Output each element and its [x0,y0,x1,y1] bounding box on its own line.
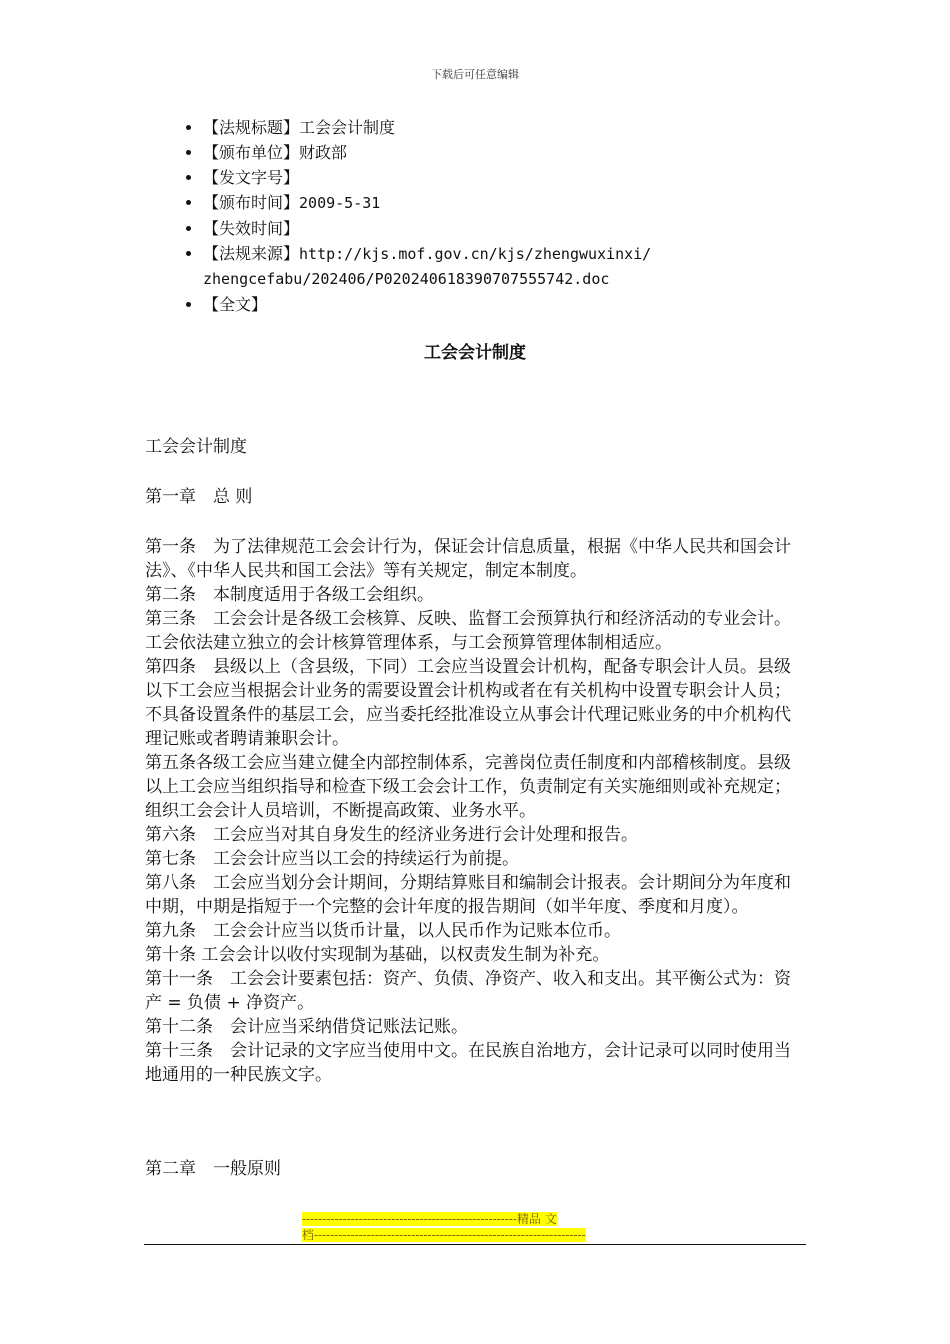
bullet-icon [186,150,191,155]
article-12: 第十二条 会计应当采纳借贷记账法记账。 [145,1017,468,1037]
bullet-icon [186,200,191,205]
regulation-meta-list [186,115,806,317]
article-13: 第十三条 会计记录的文字应当使用中文。在民族自治地方，会计记录可以同时使用当地通用的一种民族文字。 [145,1041,791,1085]
document-title: 工会会计制度 [424,343,526,363]
bullet-icon [186,125,191,130]
article-1: 第一条 为了法律规范工会会计行为，保证会计信息质量，根据《中华人民共和国会计法》、《中华人民共和国工会法》等有关规定，制定本制度。 [145,537,791,581]
article-5: 第五条各级工会应当建立健全内部控制体系，完善岗位责任制度和内部稽核制度。县级以上工会应当组织指导和检查下级工会会计工作，负责制定有关实施细则或补充规定；组织工会会计人员培训，不断提高政策、业务水平。 [145,753,791,821]
footer-divider [144,1244,806,1245]
meta-source-label: 【法规来源】 [203,244,300,263]
meta-item-title [186,115,806,140]
chapter-heading-2: 第二章 一般原则 [145,1159,281,1179]
meta-item-date [186,190,806,216]
article-7: 第七条 工会会计应当以工会的持续运行为前提。 [145,849,519,869]
meta-source-link-cont[interactable]: zhengcefabu/202406/P020240618390707555742.doc [203,270,610,288]
footer-line-1: -----------------------------------------------------精品 文 [302,1212,557,1226]
meta-source-link[interactable]: http://kjs.mof.gov.cn/kjs/zhengwuxinxi/ [299,245,652,263]
meta-item-expiry [186,216,806,241]
article-3: 第三条 工会会计是各级工会核算、反映、监督工会预算执行和经济活动的专业会计。工会依法建立独立的会计核算管理体系，与工会预算管理体制相适应。 [145,609,791,653]
meta-item-issuer [186,140,806,165]
article-6: 第六条 工会应当对其自身发生的经济业务进行会计处理和报告。 [145,825,638,845]
bullet-icon [186,302,191,307]
meta-date-label: 【颁布时间】 [203,193,300,212]
article-9: 第九条 工会会计应当以货币计量，以人民币作为记账本位币。 [145,921,621,941]
meta-item-source [186,241,806,292]
meta-title-text: 【法规标题】工会会计制度 [203,118,396,137]
article-8: 第八条 工会应当划分会计期间，分期结算账目和编制会计报表。会计期间分为年度和中期，中期是指短于一个完整的会计年度的报告期间（如半年度、季度和月度）。 [145,873,791,917]
chapter-heading-1: 第一章 总 则 [145,487,253,507]
meta-issuer-text: 【颁布单位】财政部 [203,143,348,162]
footer-watermark [302,1211,647,1243]
articles-block [145,535,807,1087]
meta-fulltext-text: 【全文】 [203,295,268,314]
meta-date-value: 2009-5-31 [299,194,381,212]
article-11: 第十一条 工会会计要素包括：资产、负债、净资产、收入和支出。其平衡公式为：资产 = 负债 + 净资产。 [145,969,791,1013]
bullet-icon [186,251,191,256]
meta-expiry-text: 【失效时间】 [203,219,300,238]
meta-item-fulltext [186,292,806,317]
article-4: 第四条 县级以上（含县级，下同）工会应当设置会计机构，配备专职会计人员。县级以下工会应当根据会计业务的需要设置会计机构或者在有关机构中设置专职会计人员；不具备设置条件的基层工会，应当委托经批准设立从事会计代理记账业务的中介机构代理记账或者聘请兼职会计。 [145,657,791,749]
bullet-icon [186,175,191,180]
bullet-icon [186,226,191,231]
article-10: 第十条 工会会计以收付实现制为基础，以权责发生制为补充。 [145,945,610,965]
footer-line-2: 档------------------------------------------------------------------- [302,1228,586,1242]
header-note: 下载后可任意编辑 [431,68,519,81]
body-subtitle: 工会会计制度 [145,437,247,457]
meta-item-doc-no [186,165,806,190]
meta-doc-no-text: 【发文字号】 [203,168,300,187]
article-2: 第二条 本制度适用于各级工会组织。 [145,585,434,605]
